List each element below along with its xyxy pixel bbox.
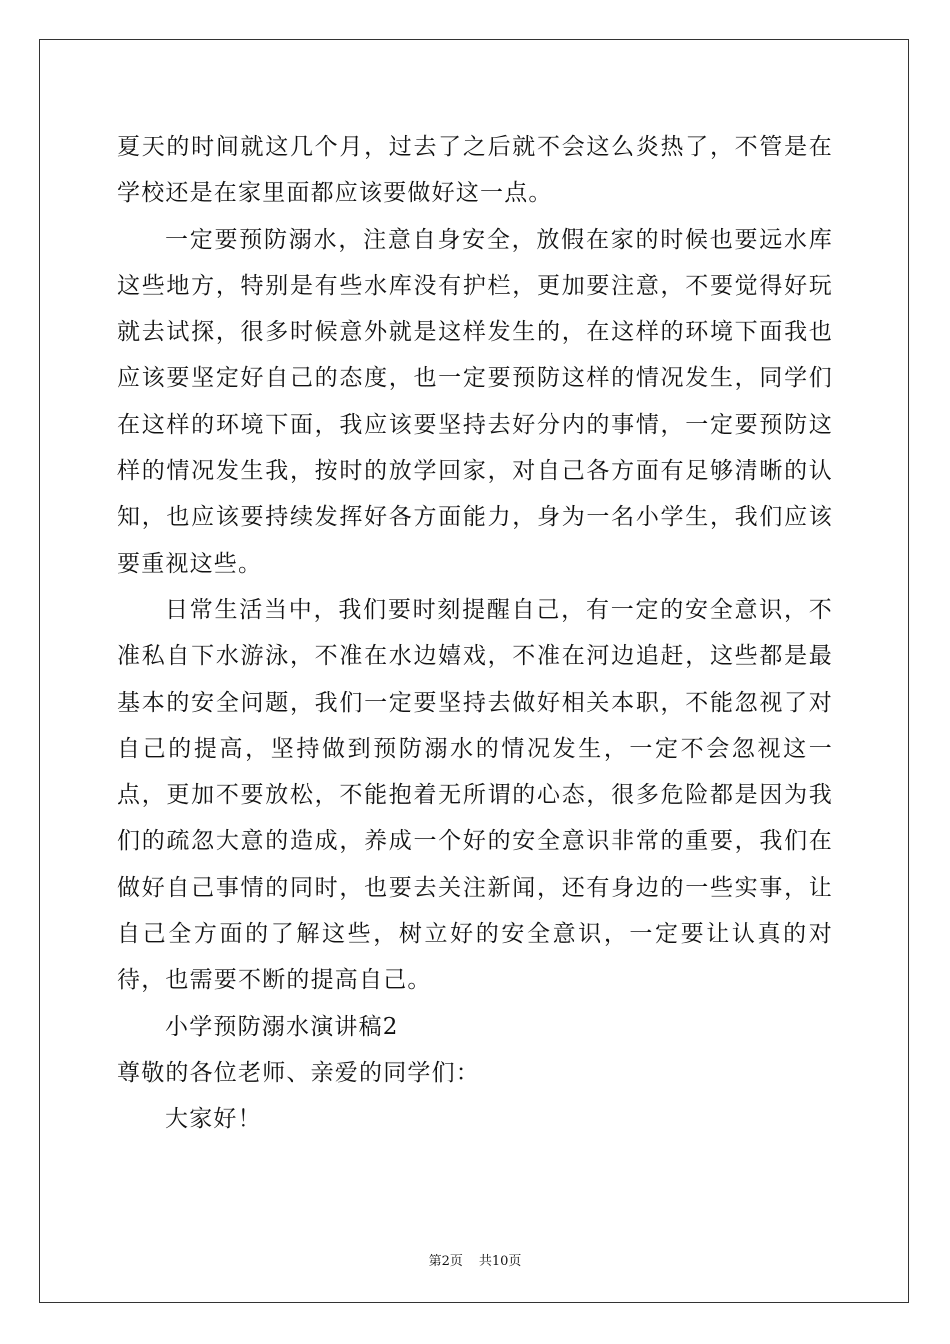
paragraph-3: 日常生活当中，我们要时刻提醒自己，有一定的安全意识，不准私自下水游泳，不准在水边嬉戏，不准在河边追赶，这些都是最基本的安全问题，我们一定要坚持去做好相关本职，不能忽视了对自己的提高，坚持做到预防溺水的情况发生，一定不会忽视这一点，更加不要放松，不能抱着无所谓的心态，很多危险都是因为我们的疏忽大意的造成，养成一个好的安全意识非常的重要，我们在做好自己事情的同时，也要去关注新闻，还有身边的一些实事，让自己全方面的了解这些，树立好的安全意识，一定要让认真的对待，也需要不断的提高自己。	[117, 596, 833, 994]
salutation: 尊敬的各位老师、亲爱的同学们：	[117, 1059, 480, 1086]
document-body	[117, 124, 833, 1143]
paragraph-2: 一定要预防溺水，注意自身安全，放假在家的时候也要远水库这些地方，特别是有些水库没有护栏，更加要注意，不要觉得好玩就去试探，很多时候意外就是这样发生的，在这样的环境下面我也应该要坚定好自己的态度，也一定要预防这样的情况发生，同学们在这样的环境下面，我应该要坚持去好分内的事情，一定要预防这样的情况发生我，按时的放学回家，对自己各方面有足够清晰的认知，也应该要持续发挥好各方面能力，身为一名小学生，我们应该要重视这些。	[117, 226, 833, 577]
paragraph-1: 夏天的时间就这几个月，过去了之后就不会这么炎热了，不管是在学校还是在家里面都应该要做好这一点。	[117, 134, 833, 207]
greeting: 大家好！	[165, 1106, 262, 1133]
page-total: 共10页	[478, 1254, 522, 1269]
page-number: 第2页	[428, 1254, 463, 1269]
page-footer	[0, 1250, 950, 1269]
section-title: 小学预防溺水演讲稿2	[165, 1013, 399, 1040]
